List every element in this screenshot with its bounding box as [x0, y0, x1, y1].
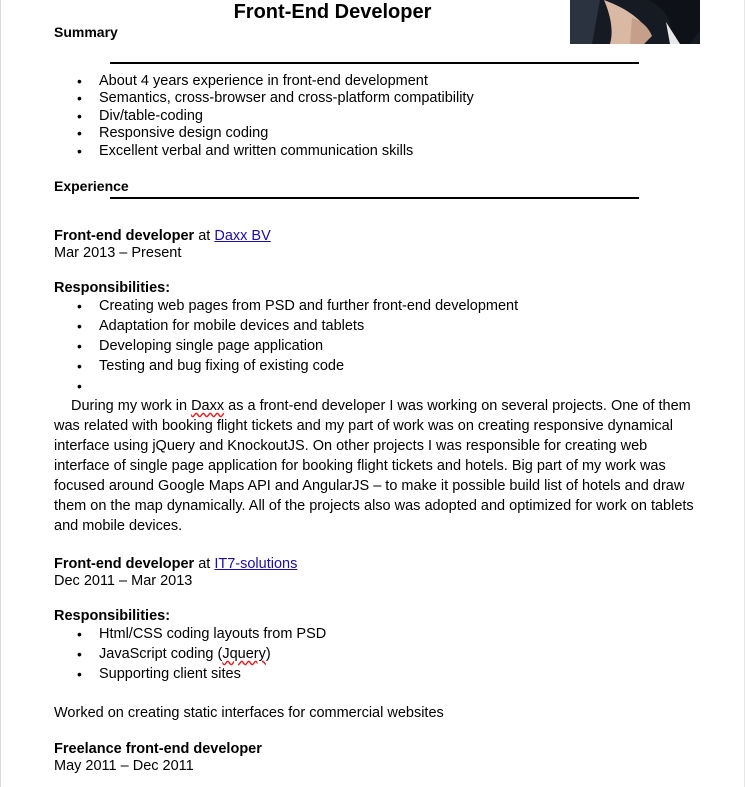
list-item: • Html/CSS coding layouts from PSD: [77, 626, 327, 642]
summary-list: [73, 73, 474, 160]
responsibilities-list-daxx: [73, 296, 518, 396]
bullet-icon: •: [77, 378, 82, 394]
list-item: [73, 376, 518, 396]
list-item: • Supporting client sites: [77, 666, 241, 682]
job-dates-it7: Dec 2011 – Mar 2013: [54, 573, 193, 589]
job-title-daxx: Front-end developer at Daxx BV: [54, 228, 271, 244]
company-link-it7[interactable]: IT7-solutions: [214, 556, 298, 572]
bullet-icon: •: [77, 142, 82, 159]
job-title-it7: Front-end developer at IT7-solutions: [54, 556, 298, 572]
profile-photo: [570, 0, 700, 44]
bullet-icon: •: [77, 626, 82, 642]
bullet-icon: •: [77, 666, 82, 682]
experience-rule: [110, 197, 639, 199]
bullet-icon: •: [77, 298, 82, 314]
company-link-daxx[interactable]: Daxx BV: [214, 228, 271, 244]
responsibilities-heading-daxx: Responsibilities:: [54, 280, 171, 296]
page-left-edge: [0, 0, 1, 787]
list-item: • Developing single page application: [77, 338, 324, 354]
list-item: • Testing and bug fixing of existing code: [77, 358, 345, 374]
bullet-icon: •: [77, 358, 82, 374]
bullet-icon: •: [77, 73, 82, 89]
responsibilities-list-it7: [73, 624, 326, 684]
spellcheck-word: Daxx: [191, 398, 225, 414]
job-dates-daxx: Mar 2013 – Present: [54, 245, 182, 261]
list-item: • JavaScript coding (Jquery): [77, 646, 271, 662]
spellcheck-word: Jquery: [222, 646, 266, 662]
summary-heading: Summary: [54, 24, 118, 40]
experience-heading: Experience: [54, 178, 129, 194]
bullet-icon: •: [77, 107, 82, 124]
job-note-it7: Worked on creating static interfaces for commercial websites: [54, 705, 444, 721]
list-item: • Div/table-coding: [77, 107, 203, 124]
document-title: Front-End Developer: [233, 1, 432, 23]
list-item: • About 4 years experience in front-end development: [77, 73, 428, 89]
bullet-icon: •: [77, 318, 82, 334]
responsibilities-heading-it7: Responsibilities:: [54, 608, 171, 624]
job-title-freelance: Freelance front-end developer: [54, 741, 262, 757]
job-dates-freelance: May 2011 – Dec 2011: [54, 758, 194, 774]
bullet-icon: •: [77, 338, 82, 354]
list-item: • Semantics, cross-browser and cross-platform compatibility: [77, 90, 474, 107]
list-item: • Excellent verbal and written communication skills: [77, 142, 414, 159]
list-item: • Responsive design coding: [77, 125, 269, 142]
bullet-icon: •: [77, 90, 82, 107]
bullet-icon: •: [77, 646, 82, 662]
job-description-daxx: During my work in Daxx as a front-end developer I was working on several projects. One of them was related with booking flight tickets and my part of work was on creating responsive dynamical interface using jQuery and KnockoutJS. On other projects I was responsible for creating web interface of single page application for booking flight tickets and hotels. Big part of my work was focused around Google Maps API and AngularJS – to make it possible build list of hotels and draw them on the map dynamically. All of the projects also was adopted and optimized for work on tablets and mobile devices.: [54, 398, 694, 534]
list-item: • Adaptation for mobile devices and tablets: [77, 318, 365, 334]
summary-rule: [110, 62, 639, 64]
bullet-icon: •: [77, 125, 82, 142]
list-item: • Creating web pages from PSD and further front-end development: [77, 298, 519, 314]
